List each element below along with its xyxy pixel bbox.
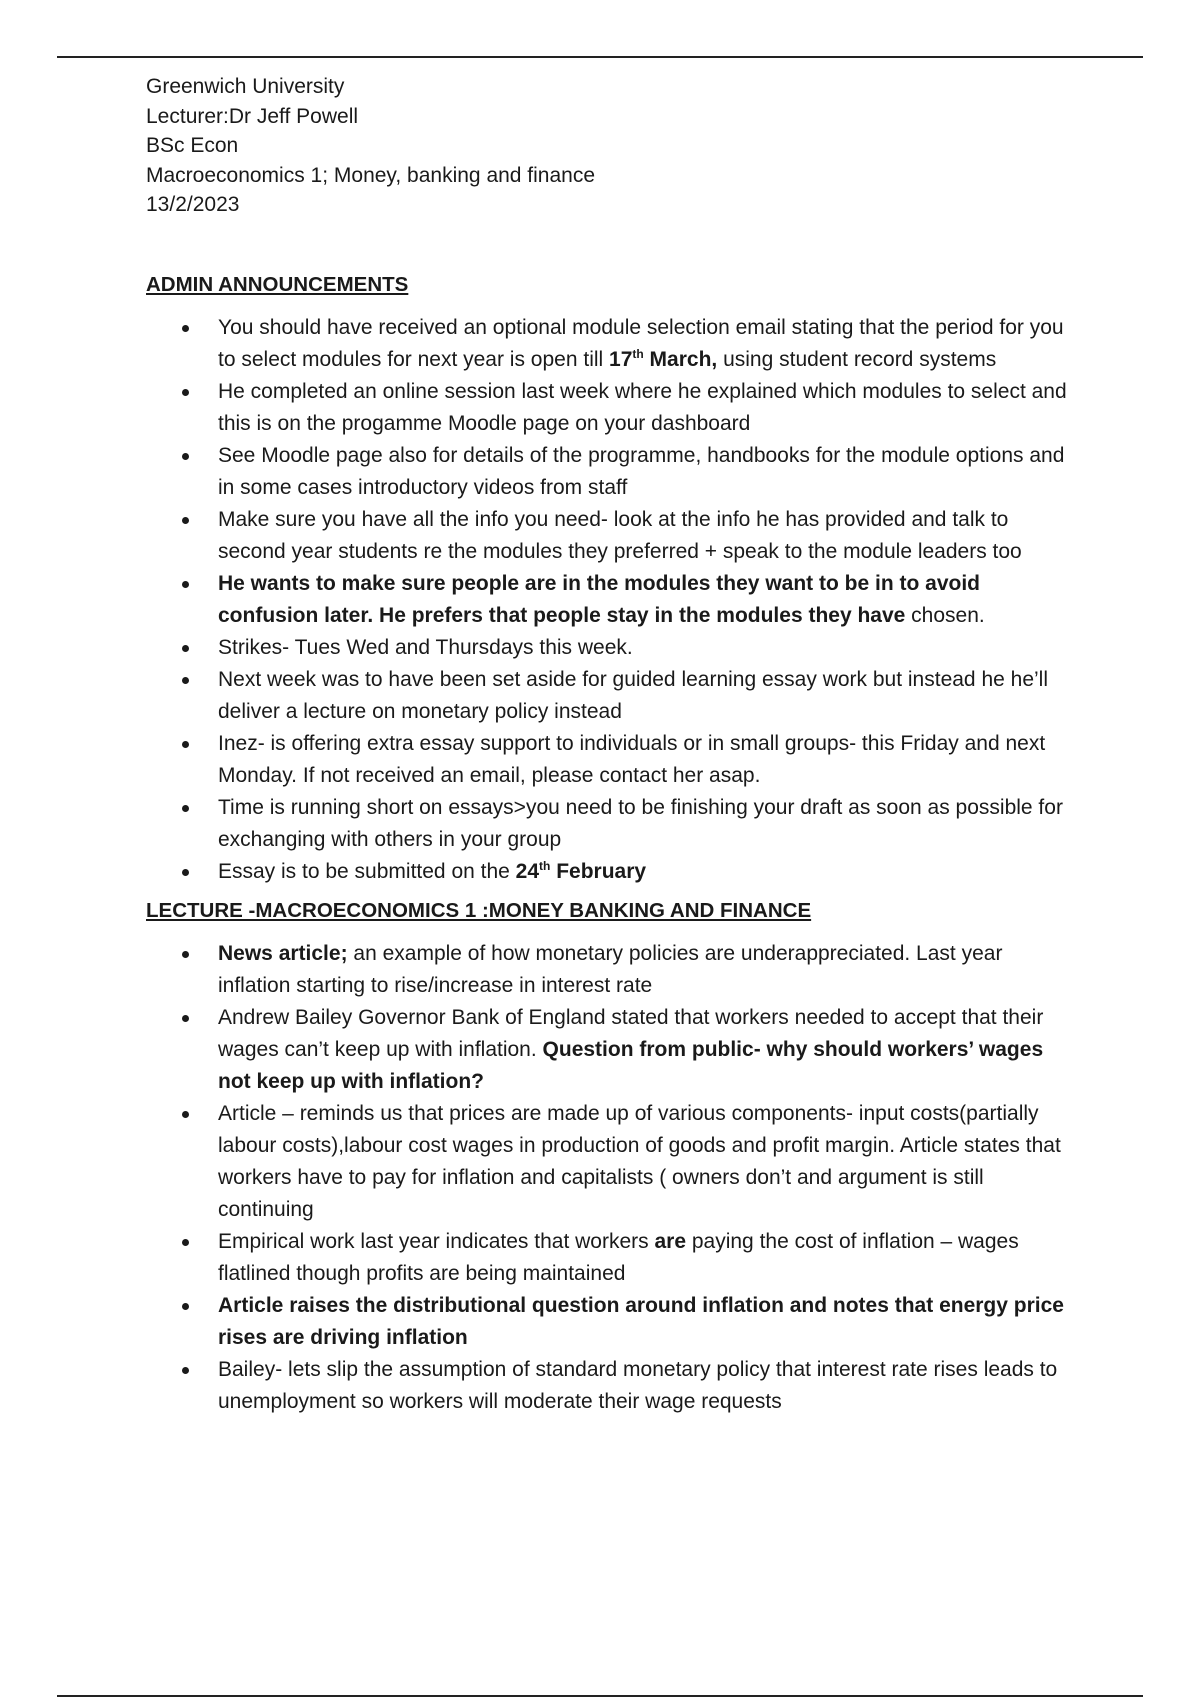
item-text: an example of how monetary policies are underappreciated. Last year inflation starting to rise/increase in interest rate: [218, 941, 1003, 997]
item-text: Empirical work last year indicates that workers: [218, 1229, 655, 1253]
item-text: using student record systems: [717, 347, 997, 371]
bold-text: are: [654, 1229, 687, 1253]
list-item: [146, 504, 1076, 568]
list-item: [146, 792, 1076, 856]
list-item: [146, 1002, 1076, 1098]
bold-text: News article;: [218, 941, 348, 965]
item-text: Article – reminds us that prices are made up of various components- input costs(partially labour costs),labour cost wages in production of goods and profit margin. Article states that workers have to pay for inflation and capitalists ( owners don’t and argument is still continuing: [218, 1101, 1061, 1221]
list-item: [146, 1098, 1076, 1226]
bold-text: He wants to make sure people are in the modules they want to be in to avoid confusion later. He prefers that people stay in the modules they have: [218, 571, 980, 627]
list-item: [146, 938, 1076, 1002]
list-item: [146, 664, 1076, 728]
item-text: He completed an online session last week where he explained which modules to select and this is on the progamme Moodle page on your dashboard: [218, 379, 1067, 435]
top-rule: [57, 56, 1143, 58]
list-item: [146, 312, 1076, 376]
list-item: [146, 1226, 1076, 1290]
item-text: Make sure you have all the info you need- look at the info he has provided and talk to second year students re the modules they preferred + speak to the module leaders too: [218, 507, 1022, 563]
bullet-icon: [182, 1239, 189, 1246]
item-text: Andrew Bailey Governor Bank of England stated that workers needed to accept that their wages can’t keep up with inflation.: [218, 1005, 1044, 1061]
item-text: See Moodle page also for details of the programme, handbooks for the module options and in some cases introductory videos from staff: [218, 443, 1065, 499]
bullet-icon: [182, 951, 189, 958]
lecturer-name: Lecturer:Dr Jeff Powell: [146, 104, 359, 128]
bold-text: March,: [643, 347, 718, 371]
bullet-icon: [182, 1015, 189, 1022]
list-item: [146, 1290, 1076, 1354]
bullet-icon: [182, 453, 189, 460]
lecture-list: [146, 938, 1076, 1418]
bullet-icon: [182, 805, 189, 812]
bullet-icon: [182, 581, 189, 588]
bullet-icon: [182, 389, 189, 396]
item-text: Next week was to have been set aside for guided learning essay work but instead he he’ll deliver a lecture on monetary policy instead: [218, 667, 1048, 723]
bold-text: th: [632, 346, 644, 361]
item-text: Strikes- Tues Wed and Thursdays this week.: [218, 635, 633, 659]
bold-text: February: [550, 859, 647, 883]
bullet-icon: [182, 517, 189, 524]
bold-text: 17: [609, 347, 633, 371]
bullet-icon: [182, 741, 189, 748]
bullet-icon: [182, 869, 189, 876]
bullet-icon: [182, 677, 189, 684]
bottom-rule: [57, 1695, 1143, 1697]
bullet-icon: [182, 645, 189, 652]
bullet-icon: [182, 325, 189, 332]
list-item: [146, 1354, 1076, 1418]
list-item: [146, 632, 1076, 664]
item-text: Essay is to be submitted on the: [218, 859, 516, 883]
document-header: [146, 72, 1076, 220]
document-date: 13/2/2023: [146, 193, 240, 216]
item-text: Inez- is offering extra essay support to individuals or in small groups- this Friday and next Monday. If not received an email, please contact her asap.: [218, 731, 1046, 787]
item-text: chosen.: [905, 603, 985, 627]
bold-text: th: [539, 858, 551, 873]
bold-text: Article raises the distributional question around inflation and notes that energy price rises are driving inflation: [218, 1293, 1064, 1349]
list-item: [146, 728, 1076, 792]
list-item: [146, 440, 1076, 504]
bold-text: 24: [515, 859, 540, 883]
admin-list: [146, 312, 1076, 888]
list-item: [146, 376, 1076, 440]
university-name: Greenwich University: [146, 75, 345, 98]
list-item: [146, 568, 1076, 632]
item-text: Time is running short on essays>you need to be finishing your draft as soon as possible for exchanging with others in your group: [218, 795, 1063, 851]
bullet-icon: [182, 1367, 189, 1374]
lecture-heading: LECTURE -MACROECONOMICS 1 :MONEY BANKING AND FINANCE: [146, 898, 812, 922]
admin-heading: ADMIN ANNOUNCEMENTS: [146, 272, 409, 296]
bold-text: Question from public- why should workers’ wages not keep up with inflation?: [218, 1037, 1044, 1093]
bullet-icon: [182, 1111, 189, 1118]
module-name: Macroeconomics 1; Money, banking and finance: [146, 163, 596, 187]
item-text: Bailey- lets slip the assumption of standard monetary policy that interest rate rises leads to unemployment so workers will moderate their wage requests: [218, 1357, 1058, 1413]
course-name: BSc Econ: [146, 134, 239, 157]
item-text: paying the cost of inflation – wages flatlined though profits are being maintained: [218, 1229, 1019, 1285]
item-text: You should have received an optional module selection email stating that the period for you to select modules for next year is open till: [218, 315, 1064, 371]
bullet-icon: [182, 1303, 189, 1310]
document-body: [146, 72, 1076, 1418]
list-item: [146, 856, 1076, 888]
